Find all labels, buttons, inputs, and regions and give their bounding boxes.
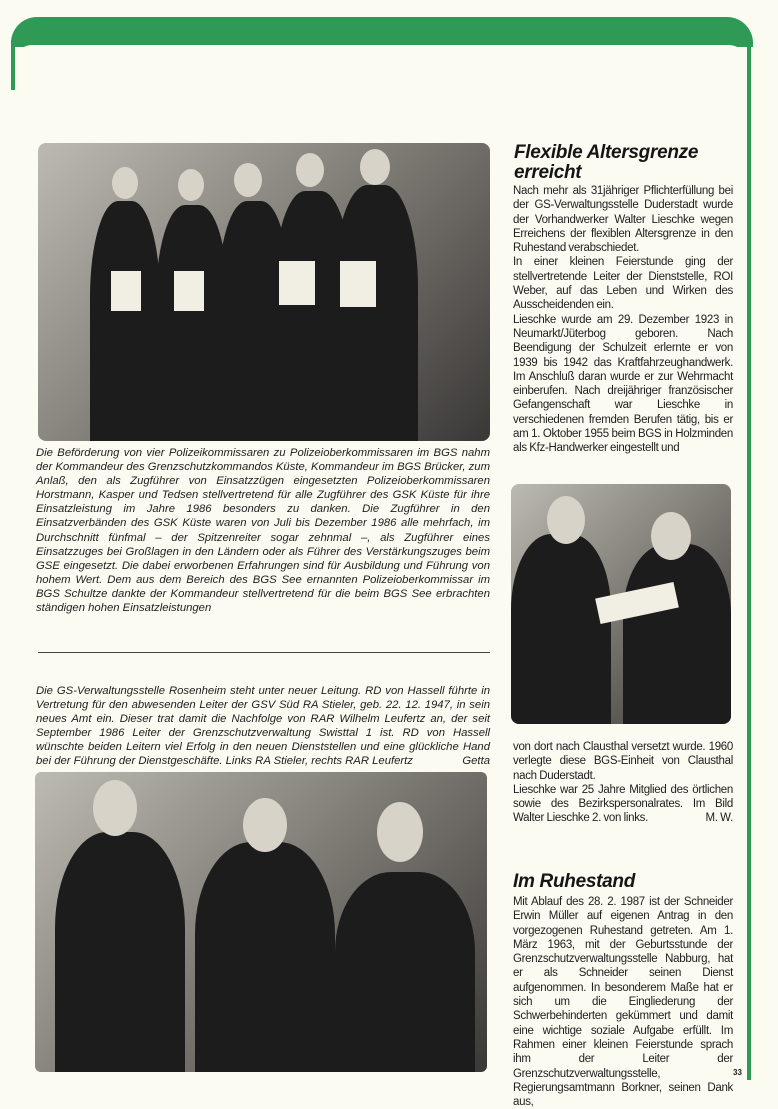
green-frame-top [11,17,753,47]
photo-caption-rosenheim [36,684,490,769]
frame-inner [14,45,747,105]
green-frame-left [11,40,15,90]
headline-flexible-altersgrenze: Flexible Altersgrenze erreicht [514,142,699,183]
article-altersgrenze-part2 [513,740,733,826]
page-number: 33 [733,1068,742,1077]
photo-caption-promotion: Die Beförderung von vier Polizeikommissaren zu Polizeioberkommissaren im BGS nahm der Kommandeur des Grenzschutzkommandos Küste, Kommandeur im BGS Brücker, zum Anlaß, den als Zugführer von Einsatzzügen eingesetzten Polizeioberkommissaren Horstmann, Kasper und Tedsen stellvertretend für alle Zugführer des GSK Küste für ihre Einsatzleistung im Jahre 1986 besonders zu danken. Die Zugführer in den Einsatzverbänden des GSK Küste waren von Juli bis Dezember 1986 alle mehrfach, im Durchschnitt fünfmal – der Spitzenreiter sogar zehnmal –, als Zugführer eines Einsatzzuges bei Großlagen in den Ländern oder als Führer des Verstärkungszuges beim GSE eingesetzt. Die dabei erworbenen Erfahrungen sind für Ausbildung und Führung von hohem Wert. Dem aus dem Bereich des BGS See ernannten Polizeioberkommissar im BGS Schultze dankte der Kommandeur stellvertretend für die beim BGS See erbrachten ständigen hohen Einsatzleistungen [36,447,490,615]
paragraph: Lieschke wurde am 29. Dezember 1923 in Neumarkt/Jüterbog geboren. Nach Beendigung der Schulzeit erlernte er von 1939 bis 1942 das Kraftfahrzeughandwerk. Im Anschluß daran wurde er zur Wehrmacht einberufen. Nach dreijähriger französischer Gefangenschaft war Lieschke in verschiedenen fremden Berufen tätig, bis er am 1. Oktober 1955 beim BGS in Holzminden als Kfz-Handwerker eingestellt und [513,313,733,455]
author-signature: Getta [462,755,490,768]
author-signature: M. W. [705,812,733,825]
photo-officers-promotion [38,143,490,441]
photo-rosenheim-handshake [35,772,487,1072]
paragraph-text: Lieschke war 25 Jahre Mitglied des örtlichen sowie des Bezirkspersonalrates. Im Bild Walter Lieschke 2. von links. [513,783,733,825]
article-altersgrenze-part1 [513,184,733,456]
paragraph: Nach mehr als 31jähriger Pflichterfüllung bei der GS-Verwaltungsstelle Duderstadt wurde der Vorhandwerker Walter Lieschke wegen Erreichens der flexiblen Altersgrenze in den Ruhestand verabschiedet. [513,185,733,255]
headline-im-ruhestand: Im Ruhestand [513,871,636,892]
paragraph [513,783,733,826]
divider [38,652,490,653]
paragraph: von dort nach Clausthal versetzt wurde. 1960 verlegte diese BGS-Einheit von Clausthal nach Duderstadt. [513,741,733,782]
green-frame-right [747,40,751,1080]
paragraph: In einer kleinen Feierstunde ging der stellvertretende Leiter der Dienststelle, ROI Weber, auf das Leben und Wirken des Ausscheidenden ein. [513,256,733,312]
photo-lieschke-farewell [511,484,731,724]
caption-text: Die GS-Verwaltungsstelle Rosenheim steht unter neuer Leitung. RD von Hassell führte in Vertretung für den abwesenden Leiter der GSV Süd RA Stieler, geb. 22. 12. 1947, in sein neues Amt ein. Dieser trat damit die Nachfolge von RAR Wilhelm Leufertz an, der seit September 1986 Leiter der Grenzschutzverwaltung Swisttal 1 ist. RD von Hassell wünschte beiden Leitern viel Erfolg in den neuen Dienststellen und eine glückliche Hand bei der Führung der Dienstgeschäfte. Links RA Stieler, rechts RAR Leufertz [36,685,490,768]
article-ruhestand [513,895,733,1109]
paragraph: Mit Ablauf des 28. 2. 1987 ist der Schneider Erwin Müller auf eigenen Antrag in den vorgezogenen Ruhestand getreten. Am 1. März 1963, mit der Geburtsstunde der Grenzschutzverwaltungsstelle Nabburg, hat er als Schneider seinen Dienst aufgenommen. In besonderem Maße hat er sich um die Eingliederung der Schwerbehinderten gekümmert und damit eine wichtige soziale Aufgabe erfüllt. Im Rahmen einer kleinen Feierstunde sprach ihm der Leiter der Grenzschutzverwaltungsstelle, Regierungsamtmann Borkner, seinen Dank aus, [513,896,733,1109]
